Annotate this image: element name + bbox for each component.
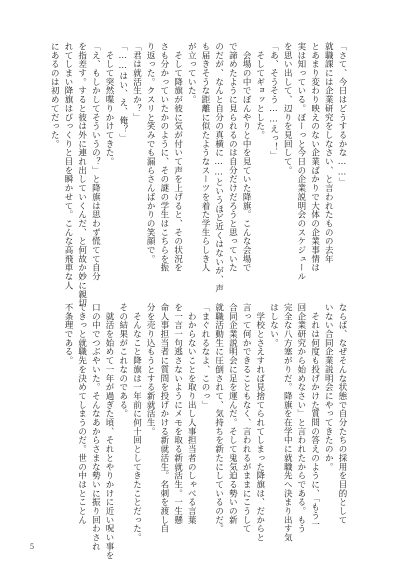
text-line: も届きそうな距離に似たようなスーツを着た学生らしき人 — [199, 42, 210, 273]
text-line: さも分かっていたかのように、その謎の学生はこちらを振 — [158, 42, 169, 273]
text-line: はしない。 — [268, 303, 279, 348]
text-line: その結果がこれなのである。 — [117, 303, 128, 419]
text-line: で諦めたように見られるのは自分だけだろうと思っていた — [227, 42, 238, 273]
text-line: にあるのは初めてだった。 — [49, 42, 60, 149]
text-line: わからないことを取り出し人事担当者のしゃべる言葉 — [186, 303, 197, 525]
text-line: 合同企業説明会に足を運んだ。そして鬼気迫る勢いの新 — [227, 303, 238, 525]
text-line: 不条理である。 — [62, 303, 73, 365]
text-line: 回企業研究から始めなさい」と言われたからである。もう — [295, 303, 306, 534]
text-line: 会場の中でぼんやりと中を見ていた降旗。こんな会場で — [241, 42, 252, 273]
text-line: 「まぐれるなよ、このっ」 — [199, 303, 210, 410]
text-line: ならば、なぜそんな状態で自分たちの採用を目的として — [337, 303, 347, 525]
text-line: を一言一句逃さないようにメモを取る新就活生。一生懸 — [172, 303, 183, 525]
text-line: 命人事担当者に質問を投げかける新就活生。名刺を渡し自 — [158, 303, 169, 534]
text-line: 言って何かできることもなく、言われるがままにこうして — [241, 303, 252, 534]
text-line: 「君は就活生か？」 — [131, 42, 142, 122]
text-line: そしてギョッとした。 — [254, 42, 265, 140]
text-line: のだが、なんと自分の真横に……というほど近くはないが、声 — [213, 42, 224, 293]
text-line: 「……はい、え、俺？」 — [117, 42, 128, 143]
text-line: 「え、もしかしてそういうの？」と降旗は思わず慌てて自分 — [90, 42, 101, 281]
text-line: そして降旗が彼に気が付いて声を上げると、その状況を — [172, 42, 183, 273]
text-block-lower — [60, 303, 348, 560]
text-line: 「さて、今日はどうするかな……」 — [337, 42, 347, 187]
text-line: 口の中でつぶやいた。そんなあからさまな勢いに振り回わされ — [90, 303, 101, 551]
text-line: 完全な八方塞がりだ。降旗を在学中に就職先へ決まり出す気 — [282, 303, 293, 542]
text-line: が立っていた。 — [186, 42, 197, 104]
text-line: り返った。クスリと笑みでも漏らさんばかりの笑顔で。 — [145, 42, 156, 264]
text-line: 就活を始めて一年が過ぎた頃、それとやりかけに近い呪い事を — [104, 303, 115, 560]
text-line: そんなこと降旗は一年前に何十回としてきたことだった。 — [131, 303, 142, 542]
text-line: 就職活動生に圧倒されて、気持ちを新たにしているのだ。 — [213, 303, 224, 534]
text-line: いない合同企業説明会にやってきたのか。 — [323, 303, 334, 472]
text-line: れてしまい降旗はびっくりと目を瞬かせて。こんな高飛車な人 — [62, 42, 73, 290]
text-line: てきっと就職先を決めてしまうのだ。世の中はとことん — [76, 303, 87, 525]
text-line: を指差す。すると彼は外に連れ出していくんだ、と何故か妙に親切 — [76, 42, 87, 308]
text-line: 実は知っている。ぼーっと今日の企業説明会のスケジュール — [295, 42, 306, 281]
text-line: それは何度も投げかけた質問の答えのように、「もう一 — [309, 303, 320, 529]
text-line: 学校とさえすれば見捨てられてしまった降旗は、だからと — [254, 303, 265, 542]
text-line: 「あ、そうそう……えっ！」 — [268, 42, 279, 161]
text-block-upper — [47, 42, 348, 308]
text-line: 分を売り込もうとする新就活生。 — [145, 303, 156, 436]
text-line: そして突然喋りかけてきた。 — [104, 42, 115, 166]
text-line: を思い出して、辺りを見回して。 — [282, 42, 293, 175]
page-number: 5 — [30, 542, 34, 551]
text-line: とあまり変わり映えのない企業ばかりで大体の企業事情は — [309, 42, 320, 273]
text-line: 就職課には企業研究をしなさい、と言われたものの去年 — [323, 42, 334, 264]
